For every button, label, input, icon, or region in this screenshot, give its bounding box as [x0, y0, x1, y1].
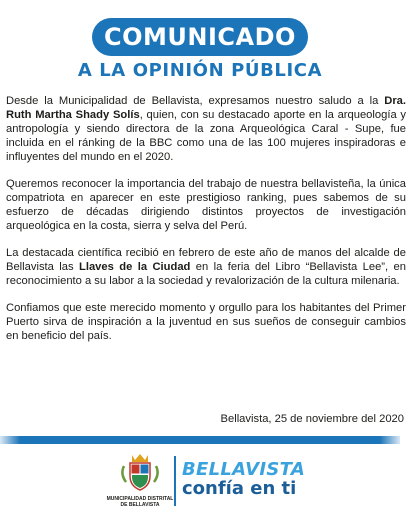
paragraph-1-start: Desde la Municipalidad de Bellavista, expresamos nuestro saludo a la [6, 95, 385, 107]
paragraph-3-end: en la feria del Libro “Bellavista Lee”, en reconocimiento a su labor a la sociedad y revalorización de la cultura milenaria. [6, 261, 406, 287]
paragraph-1-end: , quien, con su destacado aporte en la arqueología y antropología y siendo directora de la zona Arqueológica Caral - Supe, fue incluida en el ránking de la BBC como una de las 100 mujeres inspiradoras e influyentes del mundo en el 2020. [6, 108, 406, 163]
paragraph-3-start: La destacada científica recibió en febrero de este año de manos del alcalde de Bellavista las [6, 247, 406, 274]
honoree-name: Dra. Ruth Martha Shady Solís [6, 95, 406, 121]
paragraph-3 [6, 247, 406, 289]
brand-tagline: confía en ti [182, 478, 297, 499]
municipal-coat-of-arms-icon [120, 452, 160, 492]
brand-name: BELLAVISTA [182, 459, 306, 480]
municipality-name: MUNICIPALIDAD DISTRITAL DE BELLAVISTA [106, 496, 174, 508]
signature-date: Bellavista, 25 de noviembre del 2020 [220, 413, 404, 425]
paragraph-2: Queremos reconocer la importancia del trabajo de nuestra bellavisteña, la única compatriota en aparecer en este prestigioso ranking, pues sabemos de su esfuerzo de décadas dirigiendo distintos proyectos de investigación arqueológica en la costa, sierra y selva del Perú. [6, 178, 406, 232]
page-subtitle: A LA OPINIÓN PÚBLICA [77, 60, 323, 81]
brand-logo [182, 460, 322, 500]
page-title: COMUNICADO [104, 23, 296, 51]
paragraph-1 [6, 95, 406, 165]
paragraph-4: Confiamos que este merecido momento y orgullo para los habitantes del Primer Puerto sirva de inspiración a la juventud en sus sueños de conseguir cambios en beneficio del país. [6, 302, 406, 343]
header-badge [92, 18, 308, 56]
city-keys-text: Llaves de la Ciudad [79, 261, 191, 274]
footer-divider [0, 436, 400, 444]
communique-body [6, 95, 406, 358]
footer-separator [174, 456, 176, 506]
footer [0, 446, 400, 516]
